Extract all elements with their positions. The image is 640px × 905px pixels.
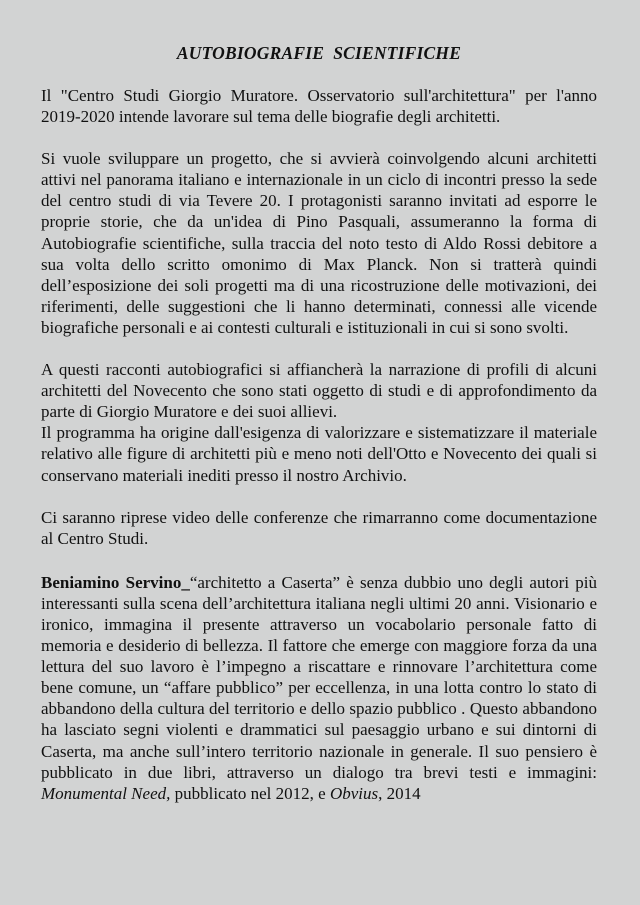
paragraph-racconti: A questi racconti autobiografici si affiancherà la narrazione di profili di alcuni architetti del Novecento che sono stati oggetto di studi e di approfondimento da parte di Giorgio Muratore e dei suoi allievi. — [41, 360, 597, 422]
text-between-books: pubblicato nel 2012, e — [170, 783, 330, 803]
paragraph-programma: Il programma ha origine dall'esigenza di valorizzare e sistematizzare il materiale relativo alle figure di architetti più e meno noti dell'Otto e Novecento dei quali si conservano materiali inediti presso il nostro Archivio. — [41, 423, 597, 485]
book-title-monumental-need: Monumental Need, — [41, 783, 171, 803]
paragraph-intro: Il "Centro Studi Giorgio Muratore. Osservatorio sull'architettura" per l'anno 2019-2020 intende lavorare sul tema delle biografie degli architetti. — [41, 86, 597, 127]
text-after-books: , 2014 — [378, 783, 421, 803]
page-title: AUTOBIOGRAFIE SCIENTIFICHE — [176, 43, 462, 63]
paragraph-progetto: Si vuole sviluppare un progetto, che si avvierà coinvolgendo alcuni architetti attivi nel panorama italiano e internazionale in un ciclo di incontri presso la sede del centro studi di via Tevere 20. I protagonisti saranno invitati ad esporre le proprie storie, che da un'idea di Pino Pasquali, assumeranno la forma di Autobiografie scientifiche, sulla traccia del noto testo di Aldo Rossi debitore a sua volta dello scritto omonimo di Max Planck. Non si tratterà quindi dell’esposizione dei soli progetti ma di una ricostruzione delle motivazioni, dei riferimenti, delle suggestioni che li hanno determinati, connessi alle vicende biografiche personali e ai contesti culturali e istituzionali in cui si sono svolti. — [41, 149, 597, 337]
architect-description: “architetto a Caserta” è senza dubbio uno degli autori più interessanti sulla scena dell’architettura italiana negli ultimi 20 anni. Visionario e ironico, immagina il presente attraverso un vocabolario personale fatto di memoria e desiderio di bellezza. Il fattore che emerge con maggiore forza da una lettura del suo lavoro è l’impegno a riscattare e rinnovare l’architettura come bene comune, un “affare pubblico” per eccellenza, in una lotta contro lo stato di abbandono della cultura del territorio e dello spazio pubblico . Questo abbandono ha lasciato segni violenti e drammatici sul paesaggio urbano e sui dintorni di Caserta, ma anche sull’intero territorio nazionale in generale. Il suo pensiero è pubblicato in due libri, attraverso un dialogo tra brevi testi e immagini: — [41, 572, 597, 782]
document-body — [41, 64, 597, 804]
architect-name-suffix: _ — [181, 572, 190, 592]
architect-name: Beniamino Servino — [41, 572, 182, 592]
book-title-obvius: Obvius — [329, 783, 379, 803]
paragraph-riprese: Ci saranno riprese video delle conferenze che rimarranno come documentazione al Centro Studi. — [41, 507, 597, 548]
paragraph-beniamino-servino — [41, 572, 597, 804]
